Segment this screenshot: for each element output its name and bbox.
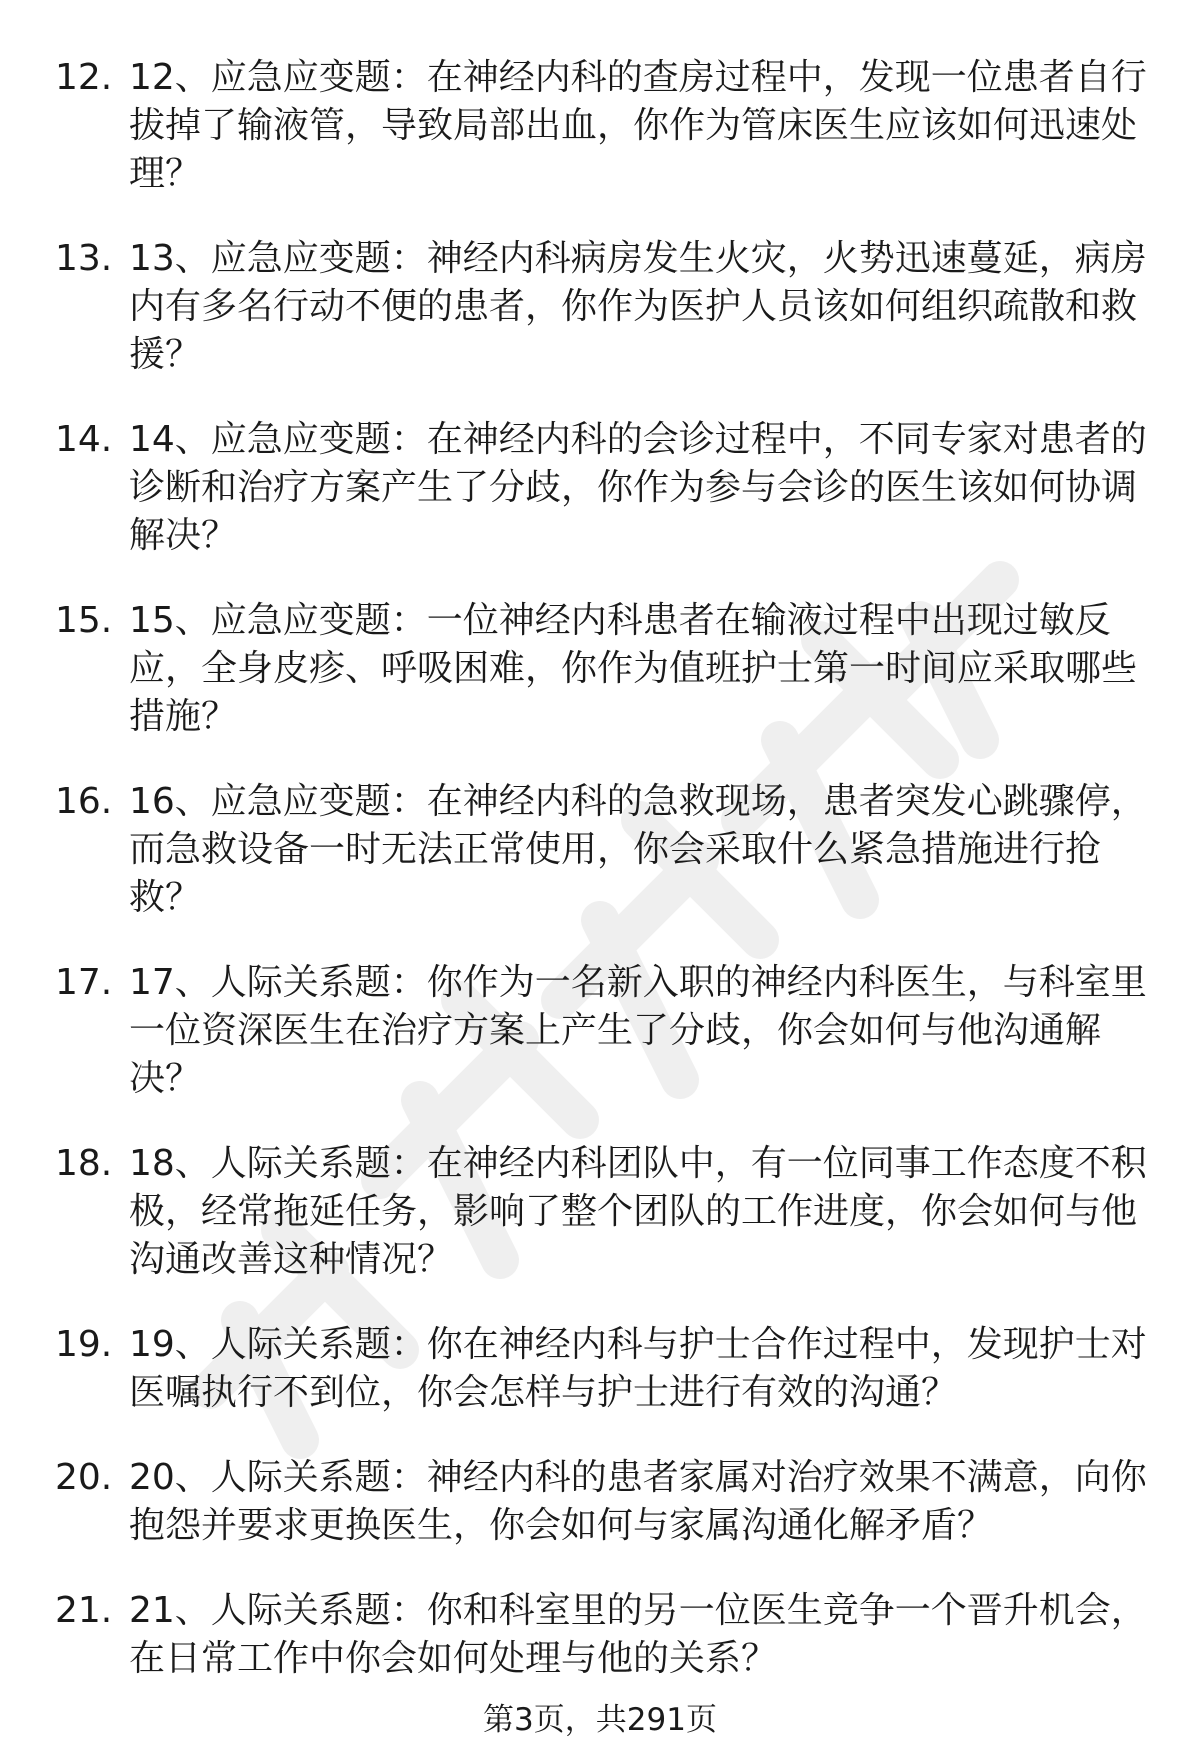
- question-number: 19.: [55, 1324, 113, 1365]
- question-number: 12.: [55, 57, 113, 98]
- list-item: [0, 959, 1200, 1103]
- list-item: [0, 1587, 1200, 1683]
- question-list: [0, 54, 1200, 1720]
- list-item: [0, 1454, 1200, 1550]
- list-item: [0, 235, 1200, 379]
- list-item: [0, 778, 1200, 922]
- page-indicator: 第3页，共291页: [483, 1702, 717, 1738]
- question-number: 18.: [55, 1143, 113, 1184]
- list-item: [0, 1140, 1200, 1284]
- question-text: 15、应急应变题：一位神经内科患者在输液过程中出现过敏反应，全身皮疹、呼吸困难，你作为值班护士第一时间应采取哪些措施？: [129, 600, 1138, 737]
- question-text: 13、应急应变题：神经内科病房发生火灾，火势迅速蔓延，病房内有多名行动不便的患者，你作为医护人员该如何组织疏散和救援？: [129, 238, 1147, 375]
- question-text: 19、人际关系题：你在神经内科与护士合作过程中，发现护士对医嘱执行不到位，你会怎样与护士进行有效的沟通？: [129, 1324, 1147, 1413]
- question-text: 18、人际关系题：在神经内科团队中，有一位同事工作态度不积极，经常拖延任务，影响了整个团队的工作进度，你会如何与他沟通改善这种情况？: [129, 1143, 1147, 1280]
- list-item: [0, 54, 1200, 198]
- question-text: 16、应急应变题：在神经内科的急救现场，患者突发心跳骤停，而急救设备一时无法正常使用，你会采取什么紧急措施进行抢救？: [129, 781, 1147, 918]
- list-item: [0, 1321, 1200, 1417]
- question-text: 12、应急应变题：在神经内科的查房过程中，发现一位患者自行拔掉了输液管，导致局部出血，你作为管床医生应该如何迅速处理？: [129, 57, 1147, 194]
- question-number: 21.: [55, 1590, 113, 1631]
- question-number: 13.: [55, 238, 113, 279]
- question-number: 17.: [55, 962, 113, 1003]
- question-number: 16.: [55, 781, 113, 822]
- question-number: 20.: [55, 1457, 113, 1498]
- list-item: [0, 416, 1200, 560]
- list-item: [0, 597, 1200, 741]
- question-number: 14.: [55, 419, 113, 460]
- question-text: 14、应急应变题：在神经内科的会诊过程中，不同专家对患者的诊断和治疗方案产生了分歧，你作为参与会诊的医生该如何协调解决？: [129, 419, 1147, 556]
- question-text: 20、人际关系题：神经内科的患者家属对治疗效果不满意，向你抱怨并要求更换医生，你会如何与家属沟通化解矛盾？: [129, 1457, 1147, 1546]
- question-text: 17、人际关系题：你作为一名新入职的神经内科医生，与科室里一位资深医生在治疗方案上产生了分歧，你会如何与他沟通解决？: [129, 962, 1147, 1099]
- question-number: 15.: [55, 600, 113, 641]
- question-text: 21、人际关系题：你和科室里的另一位医生竞争一个晋升机会，在日常工作中你会如何处理与他的关系？: [129, 1590, 1147, 1679]
